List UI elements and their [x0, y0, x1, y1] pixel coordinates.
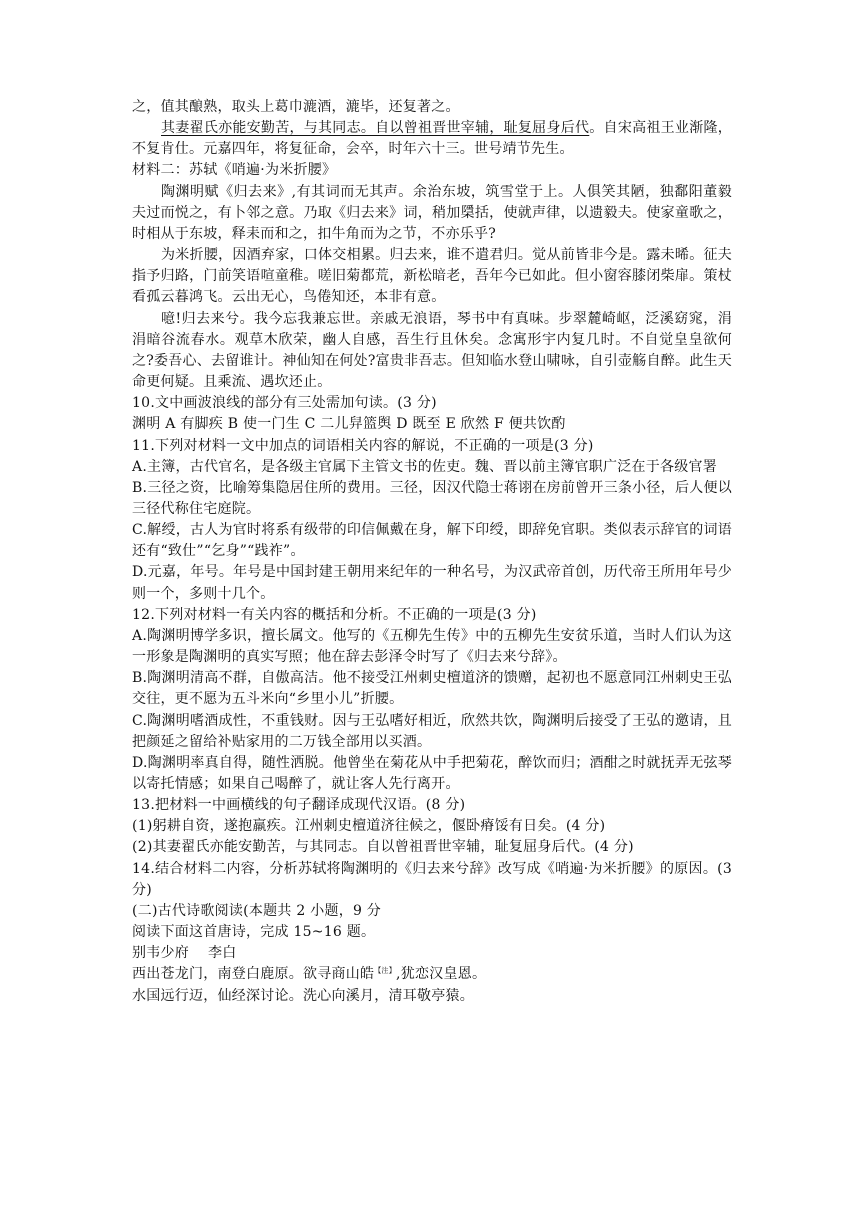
question-11-option-b: B.三径之资，比喻筹集隐居住所的费用。三径，因汉代隐士蒋诩在房前曾开三条小径，后人便以三径代称住宅庭院。 [132, 479, 732, 517]
question-12-option-d: D.陶渊明率真自得，随性洒脱。他曾坐在菊花从中手把菊花，醉饮而归；酒酣之时就抚弄无弦琴以寄托情感；如果自己喝醉了，就让客人先行离开。 [132, 754, 732, 792]
question-11-option-d: D.元嘉，年号。年号是中国封建王朝用来纪年的一种名号，为汉武帝首创，历代帝王所用年号少则一个，多则十几个。 [132, 564, 732, 602]
question-13-item-2: (2)其妻翟氏亦能安勤苦，与其同志。自以曾祖晋世宰辅，耻复屈身后代。(4 分) [132, 839, 634, 856]
question-14: 14.结合材料二内容，分析苏轼将陶渊明的《归去来兮辞》改写成《哨遍·为米折腰》的原因。(3 分) [132, 860, 732, 898]
question-10-options: 渊明 A 有脚疾 B 使一门生 C 二儿舁篮舆 D 既至 E 欣然 F 便共饮酌 [132, 416, 566, 433]
question-10: 10.文中画波浪线的部分有三处需加句读。(3 分) [132, 395, 437, 412]
question-12-option-b: B.陶渊明清高不群，自傲高洁。他不接受江州刺史檀道济的馈赠，起初也不愿意同江州刺史王弘交往，更不愿为五斗米向“乡里小儿”折腰。 [132, 670, 732, 708]
shaobian-stanza-one: 为米折腰，因酒弃家，口体交相累。归去来，谁不遣君归。觉从前皆非今是。露未晞。征夫指予归路，门前笑语喧童稚。嗟旧菊都荒，新松暗老，吾年今已如此。但小窗容膝闭柴扉。策杖看孤云暮鸿飞。云出无心，鸟倦知还，本非有意。 [132, 247, 732, 306]
question-12-option-c: C.陶渊明嗜酒成性，不重钱财。因与王弘嗜好相近，欣然共饮，陶渊明后接受了王弘的邀请，且把颜延之留给补贴家用的二万钱全部用以买酒。 [132, 712, 732, 750]
material-one-text-end: 之，值其酿熟，取头上葛巾漉酒，漉毕，还复著之。 [132, 99, 460, 115]
material-one-underlined-paragraph [132, 118, 732, 160]
section-poetry-instruction: 阅读下面这首唐诗，完成 15~16 题。 [132, 924, 376, 941]
material-two-heading: 材料二：苏轼《哨遍·为米折腰》 [132, 162, 337, 179]
poem-line-2: 水国远行迈，仙经深讨论。洗心向溪月，清耳敬亭猿。 [132, 987, 474, 1004]
poem-title: 别韦少府 李白 [132, 945, 237, 962]
question-13-item-1: (1)躬耕自资，遂抱羸疾。江州刺史檀道济往候之，偃卧瘠馁有日矣。(4 分) [132, 818, 606, 835]
question-13: 13.把材料一中画横线的句子翻译成现代汉语。(8 分) [132, 797, 466, 814]
question-12: 12.下列对材料一有关内容的概括和分析。不正确的一项是(3 分) [132, 606, 537, 623]
document-body [132, 97, 732, 1007]
question-11-option-c: C.解绶，古人为官时将系有级带的印信佩戴在身，解下印绶，即辞免官职。类似表示辞官的词语还有“致仕”“乞身”“践祚”。 [132, 522, 732, 560]
poem-line-1-start: 西出苍龙门，南登白鹿原。欲寻商山皓 [132, 966, 375, 983]
section-poetry-heading: (二)古代诗歌阅读(本题共 2 小题，9 分 [132, 902, 382, 919]
poem-line-1-end: ,犹恋汉皇恩。 [396, 966, 487, 983]
question-11-option-a: A.主簿，古代官名，是各级主官属下主管文书的佐吏。魏、晋以前主簿官职广泛在于各级官署 [132, 458, 718, 475]
paragraph-continuation: 。自宋高祖王业渐隆，不复肯仕。元嘉四年，将复征命，会卒，时年六十三。世号靖节先生。 [132, 120, 733, 158]
poem-line-1 [132, 964, 732, 985]
shaobian-stanza-two: 噫!归去来兮。我今忘我兼忘世。亲戚无浪语，琴书中有真味。步翠麓崎岖，泛溪窈窕，涓涓暗谷流春水。观草木欣荣，幽人自感，吾生行且休矣。念寓形宇内复几时。不自觉皇皇欲何之?委吾心、去留谁计。神仙知在何处?富贵非吾志。但知临水登山啸咏，自引壶觞自醉。此生天命更何疑。且乘流、遇坎还止。 [132, 310, 732, 391]
question-12-option-a: A.陶渊明博学多识，擅长属文。他写的《五柳先生传》中的五柳先生安贫乐道，当时人们认为这一形象是陶渊明的真实写照；他在辞去彭泽令时写了《归去来兮辞》。 [132, 627, 732, 666]
annotation-mark: 【注】 [374, 966, 396, 975]
underlined-sentence: 其妻翟氏亦能安勤苦，与其同志。自以曾祖晋世宰辅，耻复屈身后代 [161, 120, 590, 137]
shaobian-preface: 陶渊明赋《归去来》,有其词而无其声。余治东坡，筑雪堂于上。人俱笑其陋，独鄱阳董毅夫过而悦之，有卜邻之意。乃取《归去来》词，稍加檃括，使就声律，以遗毅夫。使家童歌之，时相从于东坡，释耒而和之，扣牛角而为之节，不亦乐乎? [132, 183, 732, 242]
question-11: 11.下列对材料一文中加点的词语相关内容的解说，不正确的一项是(3 分) [132, 437, 594, 454]
